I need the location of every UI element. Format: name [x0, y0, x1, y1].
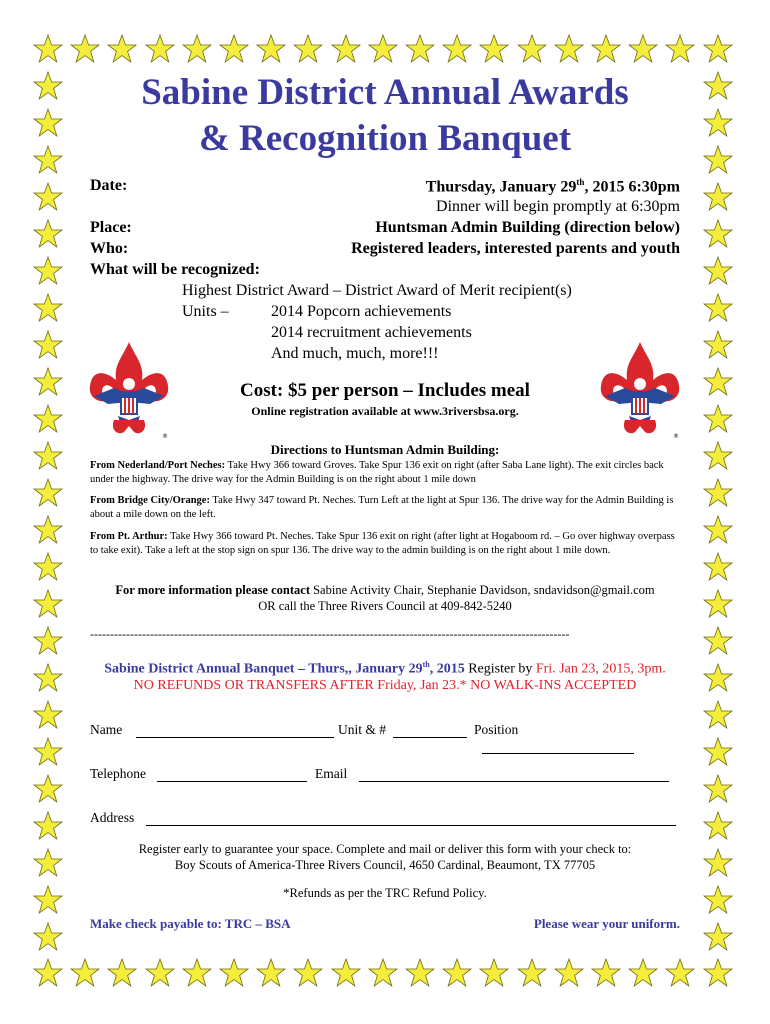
svg-text:®: ®: [673, 433, 679, 440]
units-item: 2014 Popcorn achievements: [271, 303, 452, 320]
star-icon: [256, 958, 286, 988]
star-icon: [368, 34, 398, 64]
star-icon: [145, 34, 175, 64]
svg-text:®: ®: [162, 433, 168, 440]
star-icon: [33, 811, 63, 841]
star-icon: [33, 700, 63, 730]
star-icon: [33, 293, 63, 323]
email-field[interactable]: Email: [315, 766, 669, 782]
star-icon: [33, 885, 63, 915]
scout-emblem-right: [595, 340, 685, 440]
star-icon: [33, 108, 63, 138]
star-icon: [107, 34, 137, 64]
star-icon: [33, 958, 63, 988]
star-icon: [293, 958, 323, 988]
star-icon: [33, 182, 63, 212]
recognized-item: Highest District Award – District Award of Merit recipient(s): [182, 282, 572, 299]
star-icon: [517, 958, 547, 988]
star-icon: [703, 367, 733, 397]
star-icon: [703, 219, 733, 249]
register-early-note: Register early to guarantee your space. Complete and mail or deliver this form with your check to:: [138, 842, 632, 856]
cost-line: Cost: $5 per person – Includes meal: [240, 380, 530, 401]
who-row: Who: Registered leaders, interested parents and youth: [90, 240, 680, 257]
position-field[interactable]: Position: [474, 722, 680, 754]
star-icon: [182, 34, 212, 64]
star-icon: [33, 848, 63, 878]
unit-field[interactable]: Unit & #: [338, 722, 467, 738]
page-title: Sabine District Annual Awards & Recognition Banquet: [141, 72, 629, 159]
star-icon: [33, 552, 63, 582]
star-icon: [703, 182, 733, 212]
star-icon: [33, 404, 63, 434]
star-icon: [591, 958, 621, 988]
units-item: 2014 recruitment achievements: [271, 324, 472, 341]
star-icon: [442, 34, 472, 64]
date-row: Date: Thursday, January 29th, 2015 6:30pm: [90, 177, 680, 196]
units-item: And much, much, more!!!: [271, 345, 439, 362]
star-icon: [33, 626, 63, 656]
star-icon: [33, 34, 63, 64]
star-icon: [479, 958, 509, 988]
star-icon: [33, 478, 63, 508]
star-icon: [703, 922, 733, 952]
star-icon: [33, 441, 63, 471]
star-icon: [219, 958, 249, 988]
star-icon: [703, 552, 733, 582]
cut-divider: ------------------------------------------------------------------------------------------------------------------------: [90, 627, 570, 641]
star-icon: [70, 958, 100, 988]
star-icon: [33, 71, 63, 101]
star-icon: [703, 34, 733, 64]
online-registration: Online registration available at www.3riversbsa.org.: [251, 404, 519, 418]
star-icon: [703, 848, 733, 878]
star-icon: [479, 34, 509, 64]
star-icon: [33, 256, 63, 286]
payable-note: Make check payable to: TRC – BSA Please wear your uniform.: [90, 916, 680, 931]
star-icon: [703, 774, 733, 804]
star-icon: [33, 330, 63, 360]
units-label: Units –: [182, 303, 229, 320]
star-icon: [703, 404, 733, 434]
star-icon: [331, 958, 361, 988]
scout-emblem-left: [84, 340, 174, 440]
star-icon: [703, 589, 733, 619]
star-icon: [703, 478, 733, 508]
star-icon: [331, 34, 361, 64]
place-row: Place: Huntsman Admin Building (direction below): [90, 219, 680, 236]
star-icon: [703, 441, 733, 471]
contact-info: For more information please contact Sabine Activity Chair, Stephanie Davidson, sndavidson@gmail.com: [115, 583, 655, 597]
flyer-page: Sabine District Annual Awards & Recognition Banquet Date: Thursday, January 29th, 2015 6:30pm Dinner will begin promptly at 6:30pm Place: Huntsman Admin Building (direction below) Who: Registered leaders, interested parents and youth What will be recognized: Highest District Award – District Award of Merit recipient(s) Units – 2014 Popcorn achievements 2014 recruitment achievements And much, much, more!!! Cost: $5 per person – Includes meal Online registration available at www.3riversbsa.org. Directions to Huntsman Admin Building: From Nederland/Port Neches: Take Hwy 366 toward Groves. Take Spur 136 exit on right (after Saba Lane light). The exit circles back under the highway. The drive way for the Admin Building is on the right about 1 mile down From Bridge City/Orange: Take Hwy 347 toward Pt. Neches. Turn Left at the light at Spur 136. The drive way for the Admin Building is about a mile down on the left. From Pt. Arthur: Take Hwy 366 toward Pt. Neches. Take Spur 136 exit on right (after light at Hogaboom rd. – Go over highway overpass to take exit). Take a left at the stop sign on spur 136. The drive way to the admin building is on the right about 1 mile down. For more information please contact Sabine Activity Chair, Stephanie Davidson, sndavidson@gmail.com OR call the Three Rivers Council at 409-842-5240 ------------------------------------------------------------------------------------------------------------------------ Sabine District Annual Banquet – Thurs,, January 29th, 2015 Register by Fri. Jan 23, 2015, 3pm. NO REFUNDS OR TRANSFERS AFTER Friday, Jan 23.* NO WALK-INS ACCEPTED Name Unit & # Position Telephone Email Address Register early to guarantee your space. Complete and mail or deliver this form with your check to: Boy Scouts of America-Three Rivers Council, 4650 Cardinal, Beaumont, TX 77705 *Refunds as per the TRC Refund Policy. Make check payable to: TRC – BSA Please wear your uniform. ® ®: [0, 0, 770, 1024]
star-icon: [33, 922, 63, 952]
no-refunds-notice: NO REFUNDS OR TRANSFERS AFTER Friday, Jan 23.* NO WALK-INS ACCEPTED: [133, 678, 637, 693]
star-icon: [703, 737, 733, 767]
star-icon: [665, 958, 695, 988]
name-field[interactable]: Name: [90, 722, 334, 738]
contact-phone: OR call the Three Rivers Council at 409-842-5240: [258, 599, 512, 613]
star-icon: [33, 774, 63, 804]
star-icon: [703, 71, 733, 101]
star-icon: [591, 34, 621, 64]
star-icon: [107, 958, 137, 988]
star-icon: [628, 958, 658, 988]
star-icon: [703, 958, 733, 988]
address-field[interactable]: Address: [90, 810, 676, 826]
star-icon: [442, 958, 472, 988]
star-icon: [33, 219, 63, 249]
star-icon: [703, 663, 733, 693]
star-icon: [70, 34, 100, 64]
star-icon: [703, 145, 733, 175]
direction-item: From Pt. Arthur: Take Hwy 366 toward Pt. Neches. Take Spur 136 exit on right (after light at Hogaboom rd. – Go over highway overpass to take exit). Take a left at the stop sign on spur 136. The drive way to the admin building is on the right about 1 mile down.: [90, 531, 675, 556]
star-icon: [145, 958, 175, 988]
star-icon: [33, 663, 63, 693]
star-icon: [33, 737, 63, 767]
star-icon: [293, 34, 323, 64]
star-icon: [665, 34, 695, 64]
star-icon: [405, 958, 435, 988]
star-icon: [628, 34, 658, 64]
star-icon: [405, 34, 435, 64]
star-icon: [33, 145, 63, 175]
refund-policy: *Refunds as per the TRC Refund Policy.: [283, 886, 487, 900]
star-icon: [219, 34, 249, 64]
star-icon: [703, 108, 733, 138]
star-icon: [703, 700, 733, 730]
star-icon: [182, 958, 212, 988]
star-icon: [256, 34, 286, 64]
star-icon: [33, 515, 63, 545]
star-icon: [703, 811, 733, 841]
mailing-address: Boy Scouts of America-Three Rivers Council, 4650 Cardinal, Beaumont, TX 77705: [174, 858, 596, 872]
direction-item: From Bridge City/Orange: Take Hwy 347 toward Pt. Neches. Turn Left at the light at Spur 136. The drive way for the Admin Building is about a mile down on the left.: [90, 495, 674, 520]
direction-item: From Nederland/Port Neches: Take Hwy 366 toward Groves. Take Spur 136 exit on right (after Saba Lane light). The exit circles back under the highway. The drive way for the Admin Building is on the right about 1 mile down: [90, 460, 664, 485]
star-icon: [554, 958, 584, 988]
recognized-label: What will be recognized:: [90, 261, 260, 278]
star-icon: [517, 34, 547, 64]
star-icon: [33, 589, 63, 619]
star-icon: [703, 515, 733, 545]
star-icon: [33, 367, 63, 397]
directions-heading: Directions to Huntsman Admin Building:: [270, 442, 500, 457]
banquet-registration: Sabine District Annual Banquet – Thurs,, January 29th, 2015 Register by Fri. Jan 23, 2015, 3pm.: [104, 660, 666, 677]
star-icon: [554, 34, 584, 64]
star-icon: [703, 885, 733, 915]
star-icon: [703, 626, 733, 656]
telephone-field[interactable]: Telephone: [90, 766, 307, 782]
star-icon: [368, 958, 398, 988]
